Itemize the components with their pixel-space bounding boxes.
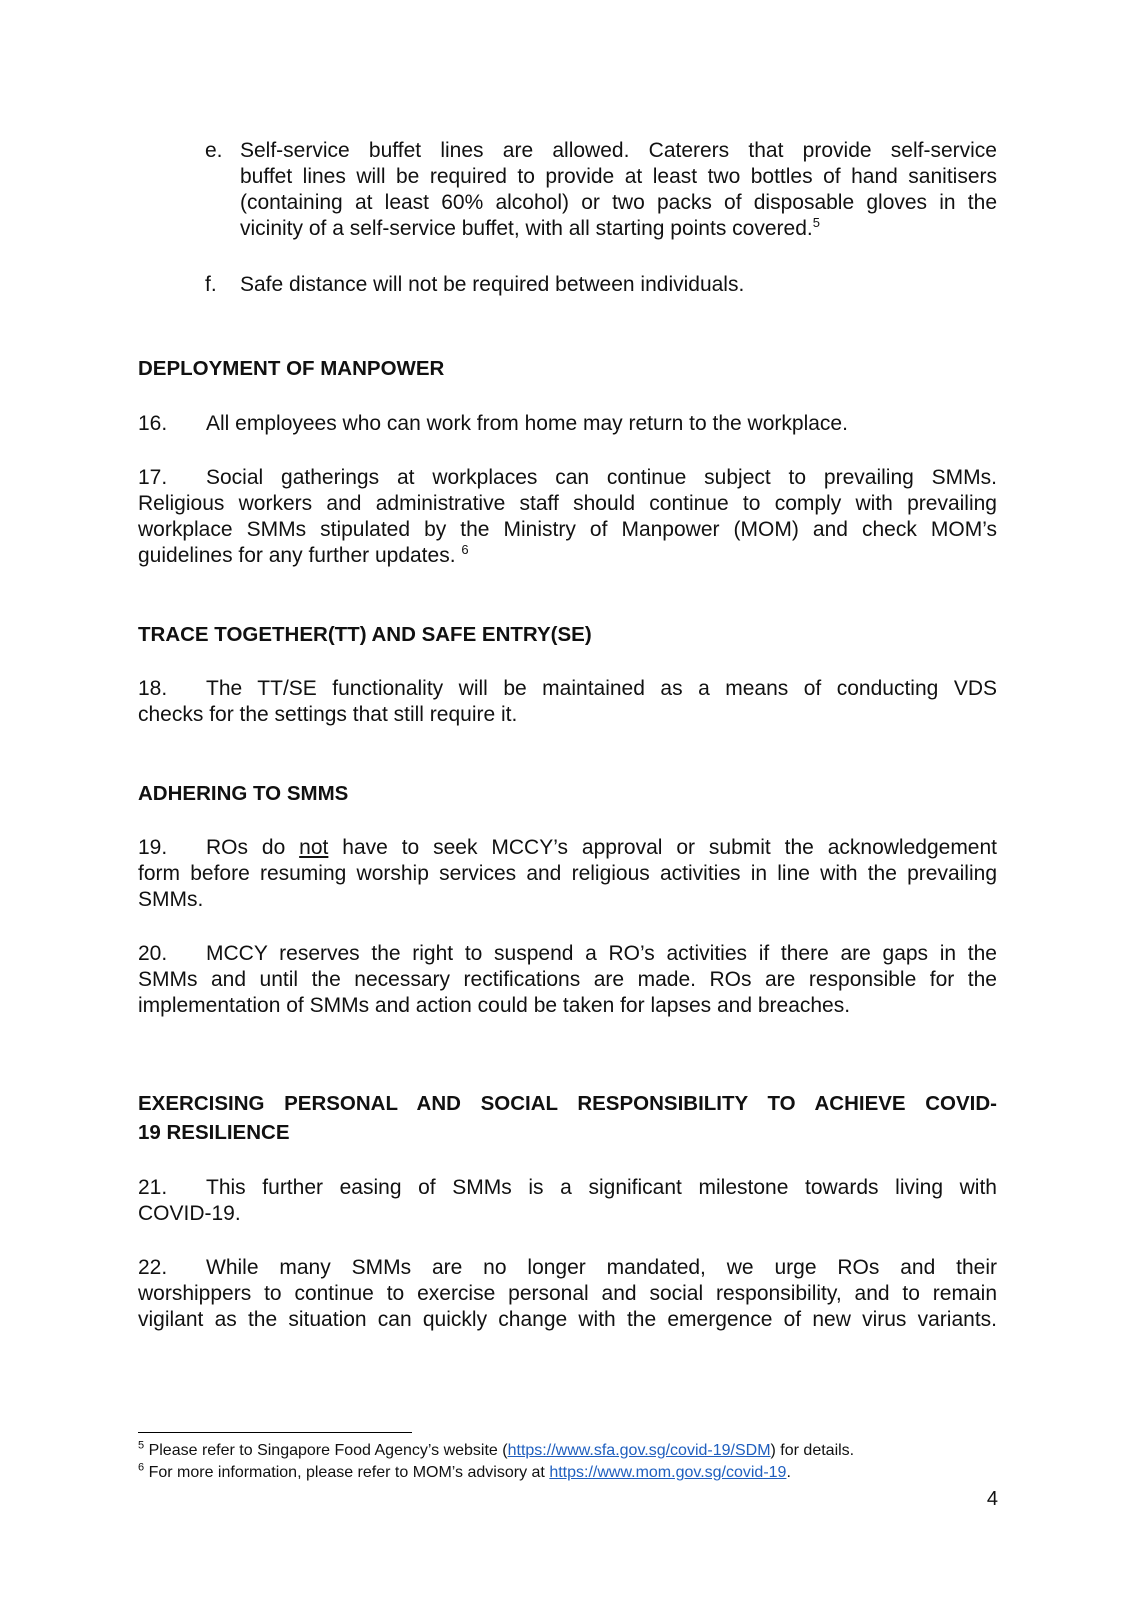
para-18-line-2: checks for the settings that still require it. bbox=[138, 703, 518, 726]
para-21-line-2: COVID-19. bbox=[138, 1202, 241, 1225]
para-19-number: 19. bbox=[138, 836, 168, 859]
para-19-line-1 bbox=[206, 835, 997, 861]
footnote-separator bbox=[138, 1432, 412, 1433]
heading-deployment-of-manpower: DEPLOYMENT OF MANPOWER bbox=[138, 357, 445, 380]
para-19-line-3: SMMs. bbox=[138, 888, 204, 911]
heading-trace-together: TRACE TOGETHER(TT) AND SAFE ENTRY(SE) bbox=[138, 623, 592, 646]
para-16-text: All employees who can work from home may return to the workplace. bbox=[206, 412, 848, 435]
para-19-underlined-not: not bbox=[299, 836, 329, 859]
para-22-line-1: While many SMMs are no longer mandated, we urge ROs and their bbox=[206, 1256, 997, 1279]
para-19-line-1-b: have to seek MCCY’s approval or submit the acknowledgement bbox=[342, 836, 998, 859]
para-20-line-2: SMMs and until the necessary rectifications are made. ROs are responsible for the bbox=[138, 968, 997, 991]
footnote-6-suffix: . bbox=[786, 1464, 791, 1481]
para-22-line-3: vigilant as the situation can quickly change with the emergence of new virus variants. bbox=[138, 1308, 997, 1331]
para-18-line-1: The TT/SE functionality will be maintained as a means of conducting VDS bbox=[206, 677, 997, 700]
para-16-number: 16. bbox=[138, 412, 168, 435]
para-20-line-1: MCCY reserves the right to suspend a RO’s activities if there are gaps in the bbox=[206, 942, 997, 965]
footnote-5 bbox=[138, 1440, 854, 1462]
item-e-line-1: Self-service buffet lines are allowed. Caterers that provide self-service bbox=[240, 139, 997, 162]
para-20-line-3: implementation of SMMs and action could be taken for lapses and breaches. bbox=[138, 994, 851, 1017]
para-22-number: 22. bbox=[138, 1256, 168, 1279]
para-17-line-2: Religious workers and administrative staff should continue to comply with prevailing bbox=[138, 492, 997, 515]
para-20-number: 20. bbox=[138, 942, 168, 965]
footnote-6-number: 6 bbox=[138, 1461, 145, 1474]
para-17-line-4 bbox=[138, 543, 469, 569]
footnote-6-text: For more information, please refer to MOM’s advisory at bbox=[148, 1464, 545, 1481]
para-21-number: 21. bbox=[138, 1176, 168, 1199]
item-e-line-2: buffet lines will be required to provide at least two bottles of hand sanitisers bbox=[240, 165, 997, 188]
para-17-line-3: workplace SMMs stipulated by the Ministry of Manpower (MOM) and check MOM’s bbox=[138, 518, 997, 541]
para-19-line-1-a: ROs do bbox=[206, 836, 286, 859]
heading-exercising-responsibility-line-1: EXERCISING PERSONAL AND SOCIAL RESPONSIBILITY TO ACHIEVE COVID- bbox=[138, 1092, 997, 1115]
para-17-line-4-text: guidelines for any further updates. bbox=[138, 544, 456, 567]
para-22-line-2: worshippers to continue to exercise personal and social responsibility, and to remain bbox=[138, 1282, 997, 1305]
list-marker-e: e. bbox=[205, 139, 223, 162]
item-e-line-4 bbox=[240, 216, 820, 242]
item-e-line-4-text: vicinity of a self-service buffet, with all starting points covered. bbox=[240, 217, 813, 240]
footnote-ref-5: 5 bbox=[812, 215, 820, 230]
footnote-5-link[interactable]: https://www.sfa.gov.sg/covid-19/SDM bbox=[507, 1442, 771, 1459]
para-21-line-1: This further easing of SMMs is a significant milestone towards living with bbox=[206, 1176, 997, 1199]
footnote-ref-6: 6 bbox=[461, 542, 469, 557]
para-18-number: 18. bbox=[138, 677, 168, 700]
heading-adhering-to-smms: ADHERING TO SMMS bbox=[138, 782, 349, 805]
list-marker-f: f. bbox=[205, 273, 217, 296]
footnote-5-text: Please refer to Singapore Food Agency’s website ( bbox=[148, 1442, 508, 1459]
footnote-5-number: 5 bbox=[138, 1439, 145, 1452]
heading-exercising-responsibility-line-2: 19 RESILIENCE bbox=[138, 1121, 290, 1144]
item-f-text: Safe distance will not be required between individuals. bbox=[240, 273, 745, 296]
para-17-line-1: Social gatherings at workplaces can continue subject to prevailing SMMs. bbox=[206, 466, 997, 489]
para-17-number: 17. bbox=[138, 466, 168, 489]
footnote-6 bbox=[138, 1462, 791, 1484]
item-e-line-3: (containing at least 60% alcohol) or two packs of disposable gloves in the bbox=[240, 191, 997, 214]
footnote-6-link[interactable]: https://www.mom.gov.sg/covid-19 bbox=[549, 1464, 787, 1481]
footnote-5-suffix: ) for details. bbox=[770, 1442, 855, 1459]
page-number: 4 bbox=[986, 1488, 998, 1510]
para-19-line-2: form before resuming worship services and religious activities in line with the prevailing bbox=[138, 862, 997, 885]
